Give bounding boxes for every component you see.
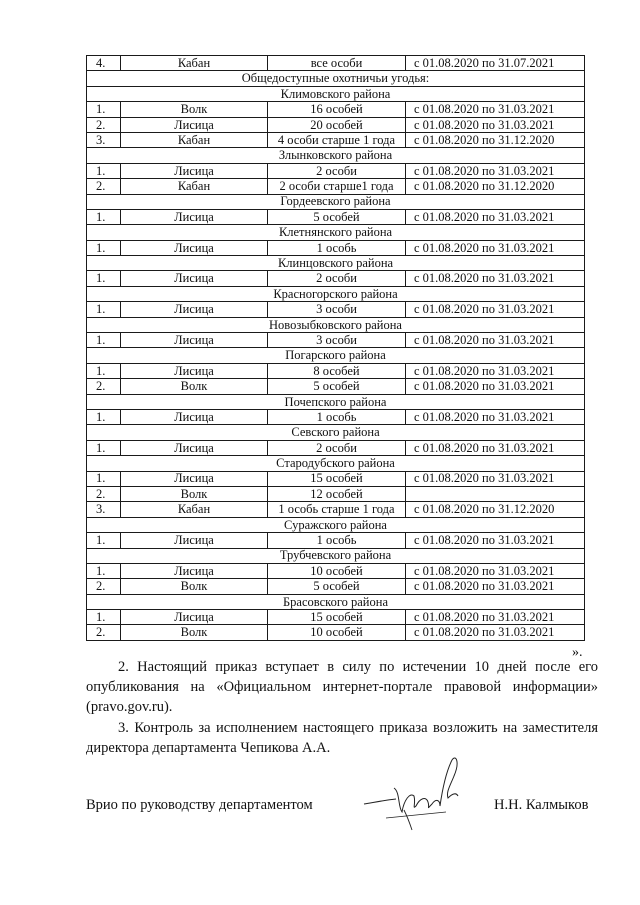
row-number: 1. [87, 271, 121, 286]
hunting-limits-table [86, 55, 585, 641]
table-row [87, 563, 585, 578]
paragraph-3: 3. Контроль за исполнением настоящего приказа возложить на заместителя директора департамента Чепикова А.А. [86, 720, 598, 756]
species-cell: Лисица [121, 163, 268, 178]
row-number: 4. [87, 56, 121, 71]
species-cell: Волк [121, 102, 268, 117]
row-number: 1. [87, 240, 121, 255]
section-title: Красногорского района [87, 286, 585, 301]
section-row [87, 594, 585, 609]
period-cell [406, 486, 585, 501]
section-row [87, 71, 585, 86]
period-cell: с 01.08.2020 по 31.03.2021 [406, 333, 585, 348]
table-row [87, 625, 585, 640]
period-cell: с 01.08.2020 по 31.03.2021 [406, 271, 585, 286]
period-cell: с 01.08.2020 по 31.03.2021 [406, 563, 585, 578]
section-title: Клетнянского района [87, 225, 585, 240]
species-cell: Кабан [121, 56, 268, 71]
count-cell: 2 особи старше1 года [268, 179, 406, 194]
period-cell: с 01.08.2020 по 31.12.2020 [406, 132, 585, 147]
section-title: Брасовского района [87, 594, 585, 609]
signatory-name: Н.Н. Калмыков [494, 797, 589, 813]
species-cell: Волк [121, 486, 268, 501]
species-cell: Лисица [121, 533, 268, 548]
section-row [87, 517, 585, 532]
count-cell: 5 особей [268, 379, 406, 394]
section-row [87, 256, 585, 271]
period-cell: с 01.08.2020 по 31.03.2021 [406, 610, 585, 625]
row-number: 3. [87, 502, 121, 517]
section-row [87, 456, 585, 471]
section-title: Климовского района [87, 86, 585, 101]
section-row [87, 317, 585, 332]
section-title: Злынковского района [87, 148, 585, 163]
row-number: 2. [87, 179, 121, 194]
species-cell: Лисица [121, 117, 268, 132]
table-row [87, 579, 585, 594]
row-number: 1. [87, 333, 121, 348]
signatory-title: Врио по руководству департаментом [86, 797, 313, 813]
section-title: Трубчевского района [87, 548, 585, 563]
section-row [87, 425, 585, 440]
species-cell: Лисица [121, 240, 268, 255]
period-cell: с 01.08.2020 по 31.03.2021 [406, 302, 585, 317]
table-row [87, 179, 585, 194]
table-row [87, 56, 585, 71]
count-cell: 10 особей [268, 563, 406, 578]
count-cell: 1 особь [268, 240, 406, 255]
species-cell: Лисица [121, 563, 268, 578]
row-number: 1. [87, 440, 121, 455]
section-title: Гордеевского района [87, 194, 585, 209]
count-cell: 4 особи старше 1 года [268, 132, 406, 147]
row-number: 1. [87, 102, 121, 117]
period-cell: с 01.08.2020 по 31.03.2021 [406, 471, 585, 486]
species-cell: Кабан [121, 502, 268, 517]
count-cell: 1 особь старше 1 года [268, 502, 406, 517]
count-cell: 20 особей [268, 117, 406, 132]
species-cell: Волк [121, 579, 268, 594]
table-row [87, 486, 585, 501]
species-cell: Волк [121, 625, 268, 640]
section-row [87, 194, 585, 209]
species-cell: Лисица [121, 440, 268, 455]
section-row [87, 394, 585, 409]
species-cell: Волк [121, 379, 268, 394]
period-cell: с 01.08.2020 по 31.03.2021 [406, 117, 585, 132]
row-number: 1. [87, 409, 121, 424]
row-number: 1. [87, 471, 121, 486]
count-cell: 10 особей [268, 625, 406, 640]
row-number: 1. [87, 533, 121, 548]
section-row [87, 225, 585, 240]
row-number: 1. [87, 209, 121, 224]
section-row [87, 348, 585, 363]
section-row [87, 86, 585, 101]
count-cell: 5 особей [268, 579, 406, 594]
closing-quote: ». [572, 645, 583, 660]
period-cell: с 01.08.2020 по 31.12.2020 [406, 502, 585, 517]
table-row [87, 363, 585, 378]
period-cell: с 01.08.2020 по 31.03.2021 [406, 102, 585, 117]
section-title: Стародубского района [87, 456, 585, 471]
count-cell: 1 особь [268, 409, 406, 424]
table-row [87, 240, 585, 255]
row-number: 2. [87, 117, 121, 132]
section-title: Погарского района [87, 348, 585, 363]
period-cell: с 01.08.2020 по 31.03.2021 [406, 409, 585, 424]
table-row [87, 333, 585, 348]
table-row [87, 117, 585, 132]
section-title: Почепского района [87, 394, 585, 409]
row-number: 2. [87, 379, 121, 394]
period-cell: с 01.08.2020 по 31.03.2021 [406, 440, 585, 455]
period-cell: с 01.08.2020 по 31.03.2021 [406, 579, 585, 594]
species-cell: Кабан [121, 132, 268, 147]
row-number: 2. [87, 486, 121, 501]
section-title: Новозыбковского района [87, 317, 585, 332]
period-cell: с 01.08.2020 по 31.03.2021 [406, 379, 585, 394]
table-row [87, 610, 585, 625]
species-cell: Лисица [121, 271, 268, 286]
count-cell: 15 особей [268, 610, 406, 625]
row-number: 1. [87, 563, 121, 578]
row-number: 2. [87, 625, 121, 640]
handwritten-signature [356, 752, 466, 832]
count-cell: 1 особь [268, 533, 406, 548]
period-cell: с 01.08.2020 по 31.03.2021 [406, 625, 585, 640]
species-cell: Лисица [121, 363, 268, 378]
period-cell: с 01.08.2020 по 31.03.2021 [406, 533, 585, 548]
period-cell: с 01.08.2020 по 31.03.2021 [406, 209, 585, 224]
section-row [87, 548, 585, 563]
table-row [87, 102, 585, 117]
period-cell: с 01.08.2020 по 31.12.2020 [406, 179, 585, 194]
table-row [87, 163, 585, 178]
count-cell: 5 особей [268, 209, 406, 224]
section-title: Суражского района [87, 517, 585, 532]
table-row [87, 533, 585, 548]
table-row [87, 379, 585, 394]
species-cell: Лисица [121, 333, 268, 348]
count-cell: 3 особи [268, 333, 406, 348]
table-row [87, 440, 585, 455]
row-number: 1. [87, 363, 121, 378]
species-cell: Лисица [121, 409, 268, 424]
table-body [87, 56, 585, 641]
table-row [87, 302, 585, 317]
section-row [87, 286, 585, 301]
count-cell: 12 особей [268, 486, 406, 501]
period-cell: с 01.08.2020 по 31.07.2021 [406, 56, 585, 71]
row-number: 1. [87, 163, 121, 178]
species-cell: Кабан [121, 179, 268, 194]
paragraph-2: 2. Настоящий приказ вступает в силу по истечении 10 дней после его опубликования на «Официальном интернет-портале правовой информации» (pravo.gov.ru). [86, 659, 598, 715]
period-cell: с 01.08.2020 по 31.03.2021 [406, 363, 585, 378]
count-cell: 2 особи [268, 440, 406, 455]
species-cell: Лисица [121, 302, 268, 317]
count-cell: 2 особи [268, 163, 406, 178]
count-cell: 15 особей [268, 471, 406, 486]
table-row [87, 502, 585, 517]
count-cell: 3 особи [268, 302, 406, 317]
table-row [87, 471, 585, 486]
count-cell: 16 особей [268, 102, 406, 117]
species-cell: Лисица [121, 610, 268, 625]
period-cell: с 01.08.2020 по 31.03.2021 [406, 163, 585, 178]
row-number: 1. [87, 610, 121, 625]
table-row [87, 409, 585, 424]
table-row [87, 271, 585, 286]
section-row [87, 148, 585, 163]
section-title: Общедоступные охотничьи угодья: [87, 71, 585, 86]
table-row [87, 132, 585, 147]
row-number: 3. [87, 132, 121, 147]
row-number: 2. [87, 579, 121, 594]
period-cell: с 01.08.2020 по 31.03.2021 [406, 240, 585, 255]
species-cell: Лисица [121, 471, 268, 486]
section-title: Клинцовского района [87, 256, 585, 271]
row-number: 1. [87, 302, 121, 317]
count-cell: все особи [268, 56, 406, 71]
section-title: Севского района [87, 425, 585, 440]
species-cell: Лисица [121, 209, 268, 224]
count-cell: 2 особи [268, 271, 406, 286]
table-row [87, 209, 585, 224]
count-cell: 8 особей [268, 363, 406, 378]
